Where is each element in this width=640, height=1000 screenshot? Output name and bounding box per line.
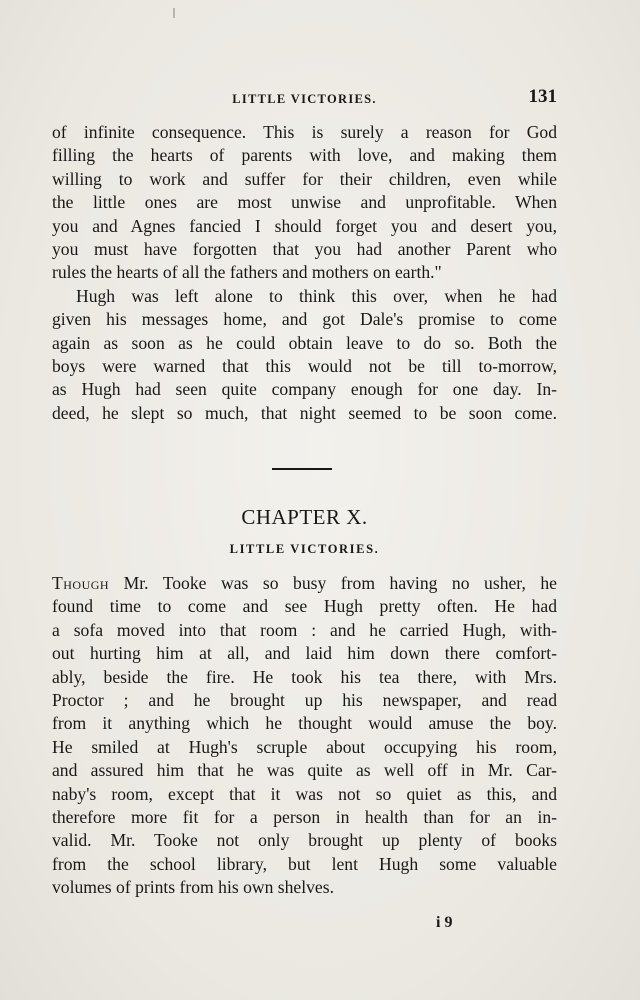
text-line: found time to come and see Hugh pretty often. He had [52, 596, 557, 617]
text-line: filling the hearts of parents with love, and making them [52, 145, 557, 166]
body-text-chapter [52, 572, 557, 899]
text-line: given his messages home, and got Dale's promise to come [52, 309, 557, 330]
text-line: you must have forgotten that you had another Parent who [52, 238, 557, 259]
text-line: again as soon as he could obtain leave to do so. Both the [52, 332, 557, 353]
page-header [52, 86, 557, 110]
chapter-title: CHAPTER X. [241, 505, 368, 529]
signature-mark: i 9 [436, 914, 453, 931]
text-line: naby's room, except that it was not so quiet as this, and [52, 783, 557, 804]
running-head: LITTLE VICTORIES. [232, 92, 377, 106]
text-line: from it anything which he thought would amuse the boy. [52, 713, 557, 734]
drop-word: Though [52, 573, 110, 593]
text-line: from the school library, but lent Hugh some valuable [52, 853, 557, 874]
chapter-subtitle: LITTLE VICTORIES. [229, 542, 380, 556]
text-line: boys were warned that this would not be till to-morrow, [52, 355, 557, 376]
text-line: therefore more fit for a person in health than for an in- [52, 806, 557, 827]
text-line: He smiled at Hugh's scruple about occupying his room, [52, 736, 557, 757]
text-line: as Hugh had seen quite company enough for one day. In- [52, 379, 557, 400]
page-edge-mark [173, 8, 175, 18]
text-line: the little ones are most unwise and unprofitable. When [52, 192, 557, 213]
text-line: Hugh was left alone to think this over, when he had [76, 285, 557, 306]
text-line: ably, beside the fire. He took his tea there, with Mrs. [52, 666, 557, 687]
text-line: and assured him that he was quite as well off in Mr. Car- [52, 760, 557, 781]
text-line: out hurting him at all, and laid him down there comfort- [52, 643, 557, 664]
section-divider [272, 468, 332, 470]
body-text-top [52, 121, 557, 425]
text-line-rest: Mr. Tooke was so busy from having no usher, he [109, 573, 557, 593]
text-line: valid. Mr. Tooke not only brought up plenty of books [52, 830, 557, 851]
text-line [52, 572, 557, 595]
text-line: volumes of prints from his own shelves. [52, 877, 334, 898]
text-line: rules the hearts of all the fathers and mothers on earth." [52, 262, 442, 283]
page-number: 131 [528, 86, 557, 107]
text-line: a sofa moved into that room : and he carried Hugh, with- [52, 619, 557, 640]
text-line: of infinite consequence. This is surely a reason for God [52, 122, 557, 142]
text-line: willing to work and suffer for their children, even while [52, 168, 557, 189]
text-line: you and Agnes fancied I should forget you and desert you, [52, 215, 557, 236]
text-line: Proctor ; and he brought up his newspaper, and read [52, 689, 557, 710]
text-line: deed, he slept so much, that night seemed to be soon come. [52, 402, 557, 423]
